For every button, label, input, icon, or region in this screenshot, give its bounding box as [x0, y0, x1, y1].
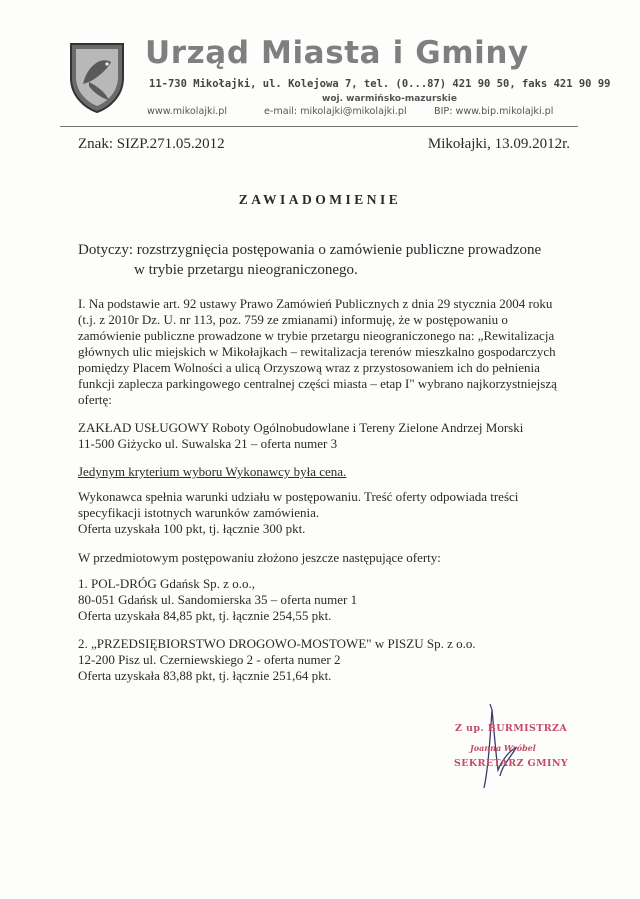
bip-link[interactable]: BIP: www.bip.mikolajki.pl — [434, 106, 554, 117]
header-divider — [60, 126, 578, 127]
offer-2 — [78, 636, 578, 684]
office-name: Urząd Miasta i Gminy — [145, 35, 529, 71]
text-line: (t.j. z 2010r Dz. U. nr 113, poz. 759 ze zmianami) informuję, że w postępowaniu o — [78, 312, 508, 327]
office-address: 11-730 Mikołajki, ul. Kolejowa 7, tel. (0...87) 421 90 50, faks 421 90 99 — [149, 78, 611, 90]
text-line: ZAKŁAD USŁUGOWY Roboty Ogólnobudowlane i Tereny Zielone Andrzej Morski — [78, 420, 524, 435]
text-line: Oferta uzyskała 84,85 pkt, tj. łącznie 254,55 pkt. — [78, 608, 332, 623]
text-line: I. Na podstawie art. 92 ustawy Prawo Zamówień Publicznych z dnia 29 stycznia 2004 roku — [78, 296, 553, 311]
stamp-role: SEKRETARZ GMINY — [454, 758, 569, 769]
reference-number: Znak: SIZP.271.05.2012 — [78, 136, 225, 152]
letterhead — [60, 34, 611, 130]
text-line: Oferta uzyskała 83,88 pkt, tj. łącznie 251,64 pkt. — [78, 668, 332, 683]
subject — [78, 240, 578, 280]
criterion-paragraph — [78, 464, 578, 480]
stamp-name: Joanna Wróbel — [470, 743, 536, 753]
text-line: ofertę: — [78, 392, 112, 407]
text-line: głównych ulic miejskich w Mikołajkach – rewitalizacja terenów mieszkalno gospodarczych — [78, 344, 556, 359]
email-link[interactable]: e-mail: mikolajki@mikolajki.pl — [264, 106, 407, 117]
text-line: W przedmiotowym postępowaniu złożono jeszcze następujące oferty: — [78, 550, 441, 565]
document-title: ZAWIADOMIENIE — [238, 192, 402, 207]
text-line: Wykonawca spełnia warunki udziału w postępowaniu. Treść oferty odpowiada treści — [78, 489, 519, 504]
subject-line: Dotyczy: rozstrzygnięcia postępowania o zamówienie publiczne prowadzone — [78, 242, 542, 258]
crest-fish-icon — [67, 40, 127, 114]
website-link[interactable]: www.mikolajki.pl — [147, 106, 228, 117]
text-line: 12-200 Pisz ul. Czerniewskiego 2 - oferta numer 2 — [78, 652, 341, 667]
text-line: specyfikacji istotnych warunków zamówienia. — [78, 505, 320, 520]
text-line: 2. „PRZEDSIĘBIORSTWO DROGOWO-MOSTOWE" w PISZU Sp. z o.o. — [78, 636, 476, 651]
text-line: pomiędzy Placem Wolności a ulicą Orzyszową wraz z przystosowaniem ich do pełnienia — [78, 360, 540, 375]
winner-paragraph — [78, 420, 578, 452]
offer-1 — [78, 576, 578, 624]
intro-paragraph — [78, 296, 578, 408]
criterion-text: Jedynym kryterium wyboru Wykonawcy była cena. — [78, 464, 347, 479]
text-line: 1. POL-DRÓG Gdańsk Sp. z o.o., — [78, 576, 255, 591]
text-line: zamówienie publiczne prowadzone w trybie przetargu nieograniczonego na: „Rewitalizacja — [78, 328, 555, 343]
text-line: 80-051 Gdańsk ul. Sandomierska 35 – oferta numer 1 — [78, 592, 358, 607]
text-line: funkcji zaplecza parkingowego centralnej części miasta – etap I" wybrano najkorzystniejszą — [78, 376, 557, 391]
stamp-title: Z up. BURMISTRZA — [455, 723, 568, 734]
office-region: woj. warmińsko-mazurskie — [322, 94, 457, 104]
text-line: 11-500 Giżycko ul. Suwalska 21 – oferta numer 3 — [78, 436, 338, 451]
text-line: Oferta uzyskała 100 pkt, tj. łącznie 300 pkt. — [78, 521, 306, 536]
other-offers-intro — [78, 550, 578, 566]
subject-line: w trybie przetargu nieograniczonego. — [134, 262, 358, 278]
justification-paragraph — [78, 489, 578, 537]
place-date: Mikołajki, 13.09.2012r. — [427, 136, 570, 152]
